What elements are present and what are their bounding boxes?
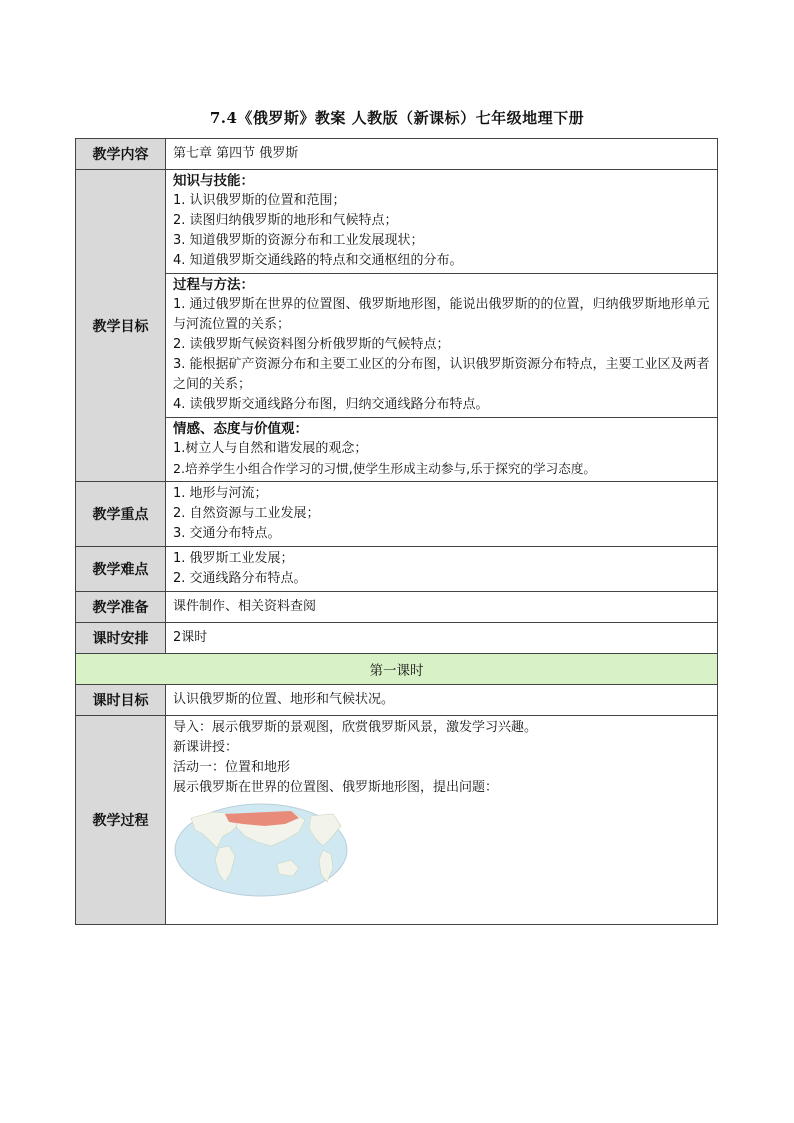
label-schedule: 课时安排 [76, 623, 166, 654]
section-first-period: 第一课时 [76, 654, 718, 685]
label-period-goal: 课时目标 [76, 685, 166, 716]
process-item: 2. 读俄罗斯气候资料图分析俄罗斯的气候特点； [173, 337, 450, 352]
knowledge-item: 1. 认识俄罗斯的位置和范围； [173, 193, 346, 208]
knowledge-item: 2. 读图归纳俄罗斯的地形和气候特点； [173, 213, 398, 228]
emotion-item: 1.树立人与自然和谐发展的观念； [173, 441, 368, 456]
label-content: 教学内容 [76, 139, 166, 170]
knowledge-item: 4. 知道俄罗斯交通线路的特点和交通枢纽的分布。 [173, 253, 463, 268]
content-value: 第七章 第四节 俄罗斯 [166, 139, 718, 170]
label-key-points: 教学重点 [76, 482, 166, 547]
schedule-value: 2课时 [166, 623, 718, 654]
process-title: 过程与方法： [173, 277, 254, 293]
world-map-image [173, 802, 349, 898]
lesson-plan-table [75, 138, 718, 925]
emotion-item: 2.培养学生小组合作学习的习惯,使学生形成主动参与,乐于探究的学习态度。 [173, 461, 597, 476]
difficulties [166, 547, 718, 592]
difficulty-item: 2. 交通线路分布特点。 [173, 571, 307, 586]
key-point-item: 2. 自然资源与工业发展； [173, 506, 320, 521]
label-difficulties: 教学难点 [76, 547, 166, 592]
process-line: 活动一：位置和地形 [173, 760, 291, 775]
label-process: 教学过程 [76, 716, 166, 925]
difficulty-item: 1. 俄罗斯工业发展； [173, 551, 294, 566]
preparation-value: 课件制作、相关资料查阅 [166, 592, 718, 623]
process-line: 导入：展示俄罗斯的景观图，欣赏俄罗斯风景，激发学习兴趣。 [173, 720, 538, 735]
process-line: 展示俄罗斯在世界的位置图、俄罗斯地形图，提出问题： [173, 780, 499, 795]
objectives-knowledge [166, 170, 718, 274]
label-preparation: 教学准备 [76, 592, 166, 623]
key-point-item: 1. 地形与河流； [173, 486, 268, 501]
knowledge-title: 知识与技能： [173, 173, 254, 189]
document-title: 7.4《俄罗斯》教案 人教版（新课标）七年级地理下册 [209, 109, 585, 127]
objectives-process [166, 274, 718, 418]
knowledge-item: 3. 知道俄罗斯的资源分布和工业发展现状； [173, 233, 424, 248]
key-points [166, 482, 718, 547]
emotion-title: 情感、态度与价值观： [173, 421, 308, 437]
objectives-emotion [166, 418, 718, 482]
process-item: 3. 能根据矿产资源分布和主要工业区的分布图，认识俄罗斯资源分布特点，主要工业区及两者之间的关系； [173, 357, 710, 392]
process-item: 4. 读俄罗斯交通线路分布图，归纳交通线路分布特点。 [173, 397, 489, 412]
process-item: 1. 通过俄罗斯在世界的位置图、俄罗斯地形图，能说出俄罗斯的的位置，归纳俄罗斯地形单元与河流位置的关系； [173, 297, 710, 332]
process-content [166, 716, 718, 925]
period-goal-value: 认识俄罗斯的位置、地形和气候状况。 [166, 685, 718, 716]
label-objectives: 教学目标 [76, 170, 166, 482]
key-point-item: 3. 交通分布特点。 [173, 526, 281, 541]
process-line: 新课讲授： [173, 740, 239, 755]
